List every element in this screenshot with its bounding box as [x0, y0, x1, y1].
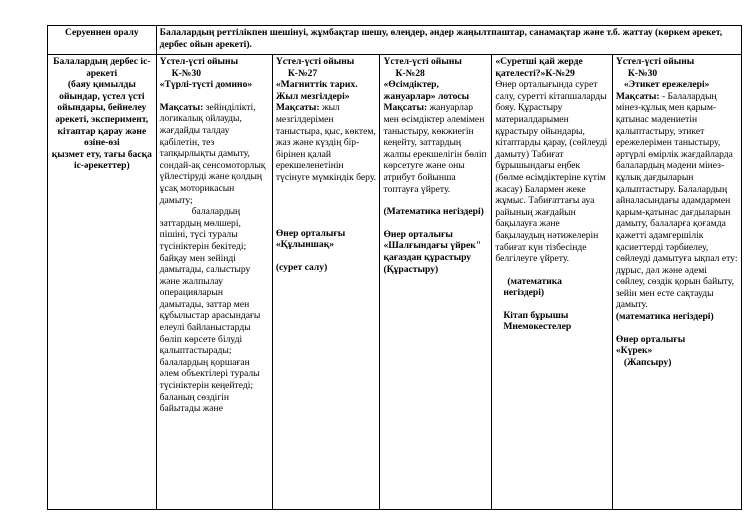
aim-label: Мақсаты:	[275, 102, 320, 114]
center-name: Кітап бұрышы	[503, 309, 569, 321]
game-number: К-№30	[627, 67, 658, 79]
activity-type-tail: қызмет ету, тағы басқа іс-әрекеттер)	[51, 148, 152, 172]
aim-text: жануарлар мен өсімдіктер әлемімен таныстыру, көкжиегін кеңейту, заттардың жалпы ерекшелігін бөліп көрсетуге және оны атрибут бойынша топтауға үйрету.	[383, 102, 487, 195]
game-aim	[383, 102, 488, 195]
aim-text: зейінділікті, логикалық ойлауды, жағдайды талдау қабілетін, тез тапқырлықты дамыту, сондай-ақ сенсомоторлық үйлестіруді және қолдың ұсақ моторикасын дамыту;	[159, 101, 266, 206]
game-type-label: Үстел-үсті ойыны	[275, 56, 355, 67]
thursday-cell	[492, 55, 613, 510]
game-number: К-№30	[171, 67, 202, 79]
game-type-label: Үстел-үсті ойыны	[615, 56, 695, 67]
activity-type-body: (баяу қимылды ойындар, үстел үсті ойындары, бейнелеу әрекеті, эксперимент, кітаптар қарау және өзіне-өзі	[55, 79, 149, 149]
game-title: «Суретші қай жерде қателесті?»К-№29	[495, 56, 583, 79]
center-activity: «Құлыншақ»	[275, 239, 335, 251]
game-aim	[276, 102, 377, 183]
game-aim	[160, 102, 269, 206]
game-aim	[616, 91, 738, 311]
aim-label: Мақсаты:	[383, 102, 428, 114]
center-name: Өнер орталығы	[383, 228, 453, 240]
game-title: «Магниттік тарих. Жыл мезгілдері»	[275, 79, 358, 102]
game-type-label: Үстел-үсті ойыны	[159, 56, 239, 67]
game-title: «Этикет ережелері»	[623, 79, 710, 91]
game-number: К-№28	[395, 67, 425, 79]
aim-text: - Балалардың мінез-құлық мен қарым-қатынас мәдениетін қалыптастыру, этикет ережелерімен таныстыру, әртүрлі өмірлік жағдайларда балалардың мәдени мінез-құлық дағдыларын қалыптастыру. Балалардың айналасындағы адамдармен қарым-қатынас дағдыларын дамыту, балаларға қоғамда қажетті адамгершілік қасиеттерді тәрбиелеу, сөйлеуді дамытуға ықпал ету: дұрыс, дәл және әдемі сөйлеу, сөздік қорын байыту, зейін мен есте сақтауды дамыту.	[615, 90, 738, 311]
activity-row	[48, 55, 742, 510]
center-type: (Жапсыру)	[623, 356, 672, 368]
wednesday-cell	[380, 55, 492, 510]
game-title: «Түрлі-түсті домино»	[159, 79, 253, 91]
center-activity: «Шалғындағы үйрек" қағаздан құрастыру	[383, 240, 482, 263]
tuesday-cell	[272, 55, 380, 510]
center-name: Өнер орталығы	[615, 333, 686, 345]
plan-table	[47, 25, 742, 510]
header-right-cell: Балалардың реттілікпен шешінуі, жұмбақтар шешу, өлеңдер, әндер жаңылтпаштар, санамақтар және т.б. жаттау (көркем әрекет, дербес ойын әрекеті).	[156, 26, 741, 55]
aim-label: Мақсаты:	[159, 101, 204, 113]
center-name: Өнер орталығы	[275, 227, 346, 239]
subject-note-line1: (математика	[507, 275, 562, 287]
aim-text: жыл мезгілдерімен таныстыра, қыс, көктем, жаз және күздің бір-бірінен қалай ерекшеленетінін түсінуге мүмкіндік беру.	[275, 102, 377, 183]
center-activity: Мнемокестелер	[503, 321, 572, 333]
game-number: К-№27	[287, 67, 318, 79]
header-row	[48, 26, 742, 55]
center-type: (Құрастыру)	[383, 263, 439, 275]
center-type: (сурет салу)	[275, 261, 328, 273]
friday-cell	[612, 55, 741, 510]
game-description: Өнер орталығында сурет салу, суретті кітапшаларды бояу. Құрастыру материалдарымен құрастыру ойындары, кітаптарды қарау, (сөйлеуді дамыту) Табиғат бұрышындағы еңбек (бөлме өсімдіктеріне күтім жасау) Балармен жеке жұмыс. Табиғаттағы ауа райының жағдайын бақылауға және бақылаудың нәтижелерін табиғат күн тізбесінде белгілеуге үйрету.	[495, 79, 608, 265]
subject-note: (математика негіздері)	[615, 311, 714, 323]
game-type-label: Үстел-үсті ойыны	[383, 56, 462, 67]
monday-cell	[156, 55, 272, 510]
game-title: «Өсімдіктер, жануарлар» лотосы	[383, 79, 470, 102]
subject-note-line2: негіздері)	[503, 287, 545, 299]
center-activity: «Күрек»	[615, 345, 653, 357]
activity-type-title: Балалардың дербес іс-әрекеті	[53, 56, 151, 79]
game-description: балалардың заттардың мөлшері, пішіні, түсі туралы түсініктерін бекітеді; байқау мен зейінді дамытады, салыстыру және жалпылау операцияларын дамытады, заттар мен құбылыстар арасындағы елеулі байланыстарды бөліп көрсете білуді қалыптастырады; балалардың қоршаған әлем объектілері туралы түсініктерін кеңейтеді; баланың сөздігін байытады және	[159, 206, 261, 415]
subject-note: (Математика негіздері)	[383, 206, 484, 218]
activity-type-cell	[48, 55, 157, 510]
header-left-cell: Серуеннен оралу	[48, 26, 157, 55]
aim-label: Мақсаты:	[615, 90, 660, 102]
